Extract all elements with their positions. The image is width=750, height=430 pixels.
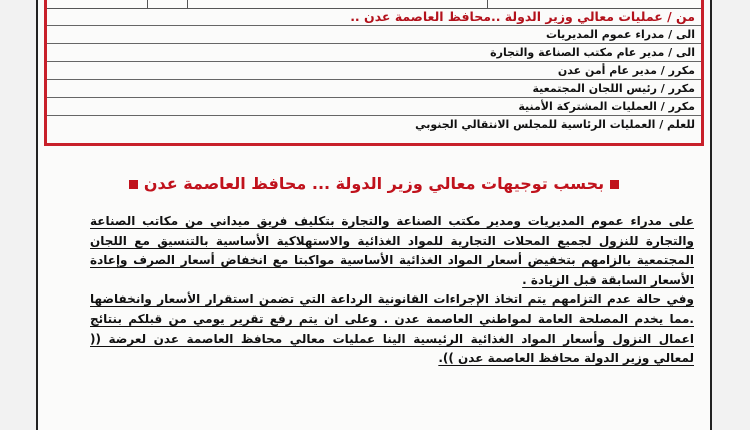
body-paragraph-1: على مدراء عموم المديريات ومدير مكتب الصناعة والتجارة بتكليف فريق ميداني من مكاتب الصناعة والتجارة للنزول لجميع المحلات التجارية للمواد الغذائية والاستهلاكية الأساسية بالتنسيق مع اللجان المجتمعية بالزامهم بتخفيض أسعار المواد الغذائية الأساسية مواكبتا مع انخفاض أسعار الصرف وإعادة الأسعار السابقة قبل الزيادة . (90, 214, 694, 287)
table-cell (487, 0, 702, 8)
routing-table (44, 0, 704, 146)
routing-recipient: الى / مدير عام مكتب الصناعة والتجارة (47, 44, 701, 62)
table-cell (147, 0, 188, 8)
square-bullet-icon (610, 180, 619, 189)
square-bullet-icon (129, 180, 138, 189)
body-paragraph-2: وفي حالة عدم التزامهم يتم اتخاذ الإجراءات القانونية الرداعة التي تضمن استقرار الأسعار وانخفاضها .مما يخدم المصلحة العامة لمواطني العاصمة عدن . وعلى ان يتم رفع تقرير يومي من قبلكم بنتائج اعمال النزول وأسعار المواد الغذائية الرئيسية الينا عمليات معالي محافظ العاصمة عدن لعرضة (( لمعالي وزير الدولة محافظ العاصمة عدن )). (90, 292, 694, 366)
routing-recipient: مكرر / العمليات المشتركة الأمنية (47, 98, 701, 116)
headline-text: بحسب توجيهات معالي وزير الدولة ... محافظ العاصمة عدن (143, 174, 605, 193)
directive-body (90, 212, 694, 369)
document-page (36, 0, 712, 430)
routing-recipient: مكرر / مدير عام أمن عدن (47, 62, 701, 80)
routing-from: من / عمليات معالي وزير الدولة ..محافظ العاصمة عدن .. (47, 8, 701, 26)
table-cell (187, 0, 488, 8)
routing-recipient: مكرر / رئيس اللجان المجتمعية (47, 80, 701, 98)
routing-recipient: للعلم / العمليات الرئاسية للمجلس الانتقالي الجنوبي (415, 118, 695, 131)
directive-headline (78, 172, 670, 196)
routing-recipient: الى / مدراء عموم المديريات (47, 26, 701, 44)
